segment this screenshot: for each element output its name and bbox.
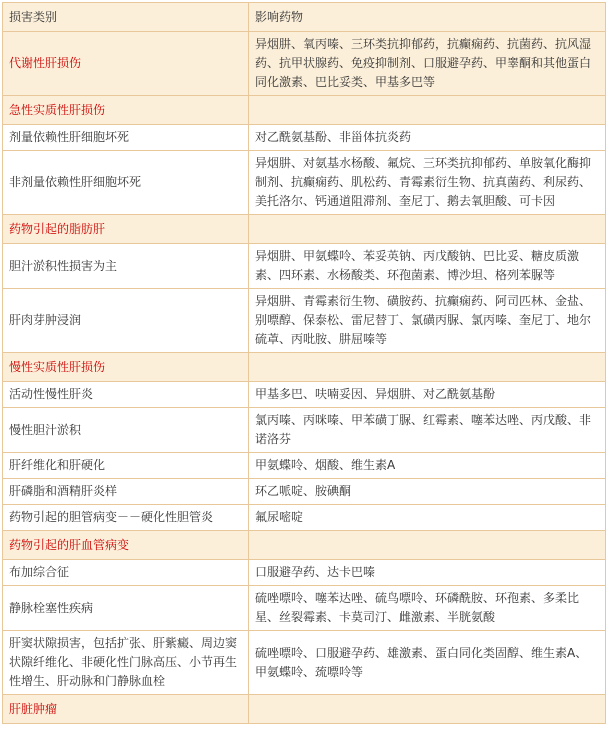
header-damage-category: 损害类别 — [3, 3, 249, 32]
table-row — [3, 560, 606, 586]
drugs-cell: 氯丙嗪、丙咪嗪、甲苯磺丁脲、红霉素、噻苯达唑、丙戊酸、非诺洛芬 — [249, 408, 606, 453]
drugs-cell — [249, 353, 606, 382]
table-header-row — [3, 3, 606, 32]
section-row — [3, 353, 606, 382]
drugs-cell: 异烟肼、甲氨蝶呤、苯妥英钠、丙戊酸钠、巴比妥、糖皮质激素、四环素、水杨酸类、环孢菌素、博沙坦、格列苯脲等 — [249, 244, 606, 289]
table-row — [3, 408, 606, 453]
category-cell: 肝纤维化和肝硬化 — [3, 453, 249, 479]
header-affected-drugs: 影响药物 — [249, 3, 606, 32]
table-row — [3, 479, 606, 505]
section-category-cell: 药物引起的肝血管病变 — [3, 531, 249, 560]
table-row — [3, 289, 606, 353]
table-row — [3, 631, 606, 695]
section-row — [3, 215, 606, 244]
category-cell: 剂量依赖性肝细胞坏死 — [3, 125, 249, 151]
section-category-cell: 肝脏肿瘤 — [3, 695, 249, 724]
drugs-cell: 氟尿嘧啶 — [249, 505, 606, 531]
table-row — [3, 244, 606, 289]
drugs-cell: 异烟肼、青霉素衍生物、磺胺药、抗癫痫药、阿司匹林、金盐、别嘌醇、保泰松、雷尼替丁、氯磺丙脲、氯丙嗪、奎尼丁、地尔硫䓬、丙吡胺、肼屈嗪等 — [249, 289, 606, 353]
category-cell: 活动性慢性肝炎 — [3, 382, 249, 408]
drugs-cell: 甲氨蝶呤、烟酸、维生素A — [249, 453, 606, 479]
section-category-cell: 药物引起的脂肪肝 — [3, 215, 249, 244]
category-cell: 静脉栓塞性疾病 — [3, 586, 249, 631]
section-category-cell: 代谢性肝损伤 — [3, 32, 249, 96]
category-cell: 肝肉芽肿浸润 — [3, 289, 249, 353]
section-category-cell: 慢性实质性肝损伤 — [3, 353, 249, 382]
category-cell: 非剂量依赖性肝细胞坏死 — [3, 151, 249, 215]
table-row — [3, 382, 606, 408]
drugs-cell: 异烟肼、对氨基水杨酸、氟烷、三环类抗抑郁药、单胺氧化酶抑制剂、抗癫痫药、肌松药、青霉素衍生物、抗真菌药、利尿药、美托洛尔、钙通道阻滞剂、奎尼丁、鹅去氧胆酸、可卡因 — [249, 151, 606, 215]
category-cell: 胆汁淤积性损害为主 — [3, 244, 249, 289]
drugs-cell: 甲基多巴、呋喃妥因、异烟肼、对乙酰氨基酚 — [249, 382, 606, 408]
table-row — [3, 505, 606, 531]
drugs-cell — [249, 215, 606, 244]
category-cell: 布加综合征 — [3, 560, 249, 586]
section-category-cell: 急性实质性肝损伤 — [3, 96, 249, 125]
table-row — [3, 453, 606, 479]
drug-liver-injury-table — [2, 2, 606, 724]
table-row — [3, 586, 606, 631]
category-cell: 肝磷脂和酒精肝炎样 — [3, 479, 249, 505]
drugs-cell: 硫唑嘌呤、噻苯达唑、硫鸟嘌呤、环磷酰胺、环孢素、多柔比星、丝裂霉素、卡莫司汀、雌激素、半胱氨酸 — [249, 586, 606, 631]
drugs-cell — [249, 96, 606, 125]
drugs-cell: 环乙哌啶、胺碘酮 — [249, 479, 606, 505]
section-row — [3, 32, 606, 96]
table-row — [3, 125, 606, 151]
category-cell: 药物引起的胆管病变－－硬化性胆管炎 — [3, 505, 249, 531]
category-cell: 慢性胆汁淤积 — [3, 408, 249, 453]
drugs-cell: 异烟肼、氧丙嗪、三环类抗抑郁药，抗癫痫药、抗菌药、抗风湿药、抗甲状腺药、免疫抑制剂、口服避孕药、甲睾酮和其他蛋白同化激素、巴比妥类、甲基多巴等 — [249, 32, 606, 96]
section-row — [3, 531, 606, 560]
drugs-cell: 口服避孕药、达卡巴嗪 — [249, 560, 606, 586]
drugs-cell — [249, 695, 606, 724]
section-row — [3, 96, 606, 125]
drugs-cell: 硫唑嘌呤、口服避孕药、雄激素、蛋白同化类固醇、维生素A、甲氨蝶呤、巯嘌呤等 — [249, 631, 606, 695]
table-row — [3, 151, 606, 215]
category-cell: 肝窦状隙损害，包括扩张、肝紫癜、周边窦状隙纤维化、非硬化性门脉高压、小节再生性增生、肝动脉和门静脉血栓 — [3, 631, 249, 695]
section-row — [3, 695, 606, 724]
drugs-cell: 对乙酰氨基酚、非甾体抗炎药 — [249, 125, 606, 151]
drugs-cell — [249, 531, 606, 560]
